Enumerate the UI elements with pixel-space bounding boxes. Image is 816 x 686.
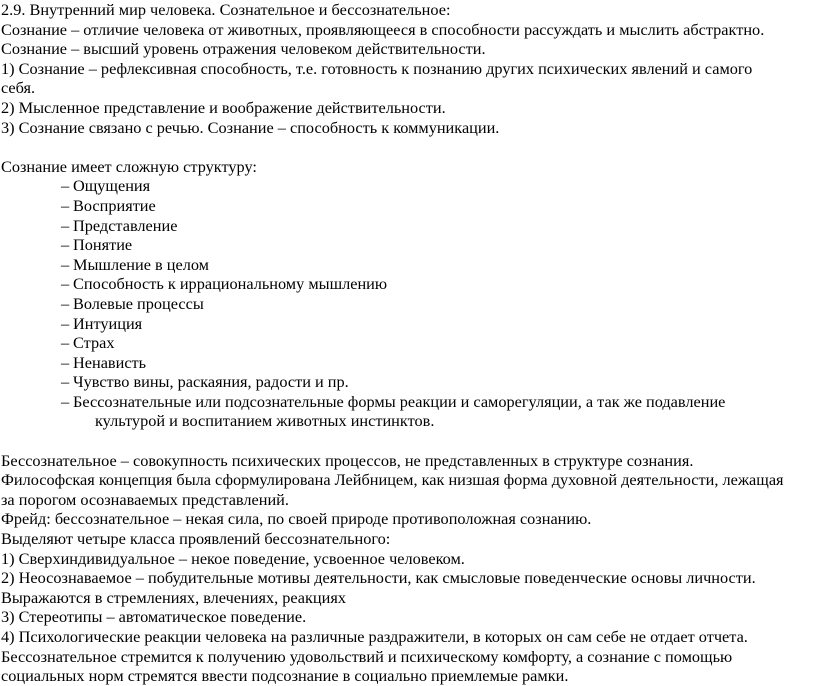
point-3: 3) Сознание связано с речью. Сознание – способность к коммуникации.	[1, 117, 500, 137]
dash-bullet: –	[61, 254, 70, 274]
point-1-line-2: себя.	[1, 78, 36, 98]
list-item	[1, 353, 813, 373]
dash-bullet: –	[61, 313, 70, 333]
list-item	[1, 255, 813, 275]
list-item	[1, 333, 813, 353]
list-item	[1, 196, 813, 216]
final-line-2: социальных норм стремятся ввести подсознание в социально приемлемые рамки.	[1, 666, 569, 686]
dash-bullet: –	[61, 176, 70, 196]
list-item-text: Волевые процессы	[73, 293, 204, 313]
list-item-continuation	[1, 411, 813, 431]
intro-line-2: Сознание – высший уровень отражения человеком действительности.	[1, 39, 486, 59]
section-heading: 2.9. Внутренний мир человека. Сознательное и бессознательное:	[1, 0, 451, 19]
dash-bullet: –	[61, 333, 70, 353]
list-item-text: Понятие	[73, 235, 133, 255]
dash-bullet: –	[61, 215, 70, 235]
list-item	[1, 294, 813, 314]
list-item	[1, 274, 813, 294]
intro-line-1: Сознание – отличие человека от животных, проявляющееся в способности рассуждать и мыслить абстрактно.	[1, 19, 765, 39]
list-item-text: Представление	[73, 215, 178, 235]
list-item	[1, 176, 813, 196]
blank-line	[1, 137, 813, 157]
dash-bullet: –	[61, 235, 70, 255]
list-item	[1, 392, 813, 412]
list-item	[1, 372, 813, 392]
list-item	[1, 216, 813, 236]
class-2: 2) Неосознаваемое – побудительные мотивы деятельности, как смысловые поведенческие основы личности.	[1, 568, 756, 588]
leibniz-line-2: за порогом осознаваемых представлений.	[1, 489, 289, 509]
class-4: 4) Психологические реакции человека на различные раздражители, в которых он сам себе не отдает отчета.	[1, 627, 748, 646]
freud-line: Фрейд: бессознательное – некая сила, по своей природе противоположная сознанию.	[1, 509, 592, 529]
unconscious-definition: Бессознательное – совокупность психических процессов, не представленных в структуре сознания.	[1, 450, 694, 470]
dash-bullet: –	[61, 274, 70, 294]
list-item	[1, 314, 813, 334]
dash-bullet: –	[61, 195, 70, 215]
leibniz-line-1: Философская концепция была сформулирована Лейбницем, как низшая форма духовной деятельности, лежащая	[1, 470, 784, 490]
list-item-text: Мышление в целом	[73, 254, 209, 274]
classes-intro: Выделяют четыре класса проявлений бессознательного:	[1, 529, 391, 549]
class-3: 3) Стереотипы – автоматическое поведение.	[1, 607, 307, 627]
structure-title: Сознание имеет сложную структуру:	[1, 156, 257, 176]
list-item-text: культурой и воспитанием животных инстинктов.	[95, 411, 435, 431]
list-item-text: Бессознательные или подсознательные формы реакции и саморегуляции, а так же подавление	[73, 391, 726, 411]
final-line-1: Бессознательное стремится к получению удовольствий и психическому комфорту, а сознание с помощью	[1, 646, 733, 666]
list-item-text: Способность к иррациональному мышлению	[73, 274, 388, 294]
structure-list	[1, 176, 813, 431]
dash-bullet: –	[61, 372, 70, 392]
point-2: 2) Мысленное представление и воображение действительности.	[1, 97, 446, 117]
point-1-line-1: 1) Сознание – рефлексивная способность, т.е. готовность к познанию других психических явлений и самого	[1, 58, 753, 78]
list-item-text: Ненависть	[73, 352, 147, 372]
blank-line	[1, 431, 813, 451]
class-1: 1) Сверхиндивидуальное – некое поведение, усвоенное человеком.	[1, 548, 465, 568]
dash-bullet: –	[61, 391, 70, 411]
dash-bullet: –	[61, 293, 70, 313]
list-item-text: Восприятие	[73, 195, 156, 215]
class-2-continuation: Выражаются в стремлениях, влечениях, реакциях	[1, 587, 346, 607]
dash-bullet: –	[61, 352, 70, 372]
list-item-text: Страх	[73, 333, 115, 353]
list-item	[1, 235, 813, 255]
document-body	[1, 0, 813, 686]
list-item-text: Чувство вины, раскаяния, радости и пр.	[73, 372, 349, 392]
list-item-text: Ощущения	[73, 176, 151, 196]
list-item-text: Интуиция	[73, 313, 143, 333]
